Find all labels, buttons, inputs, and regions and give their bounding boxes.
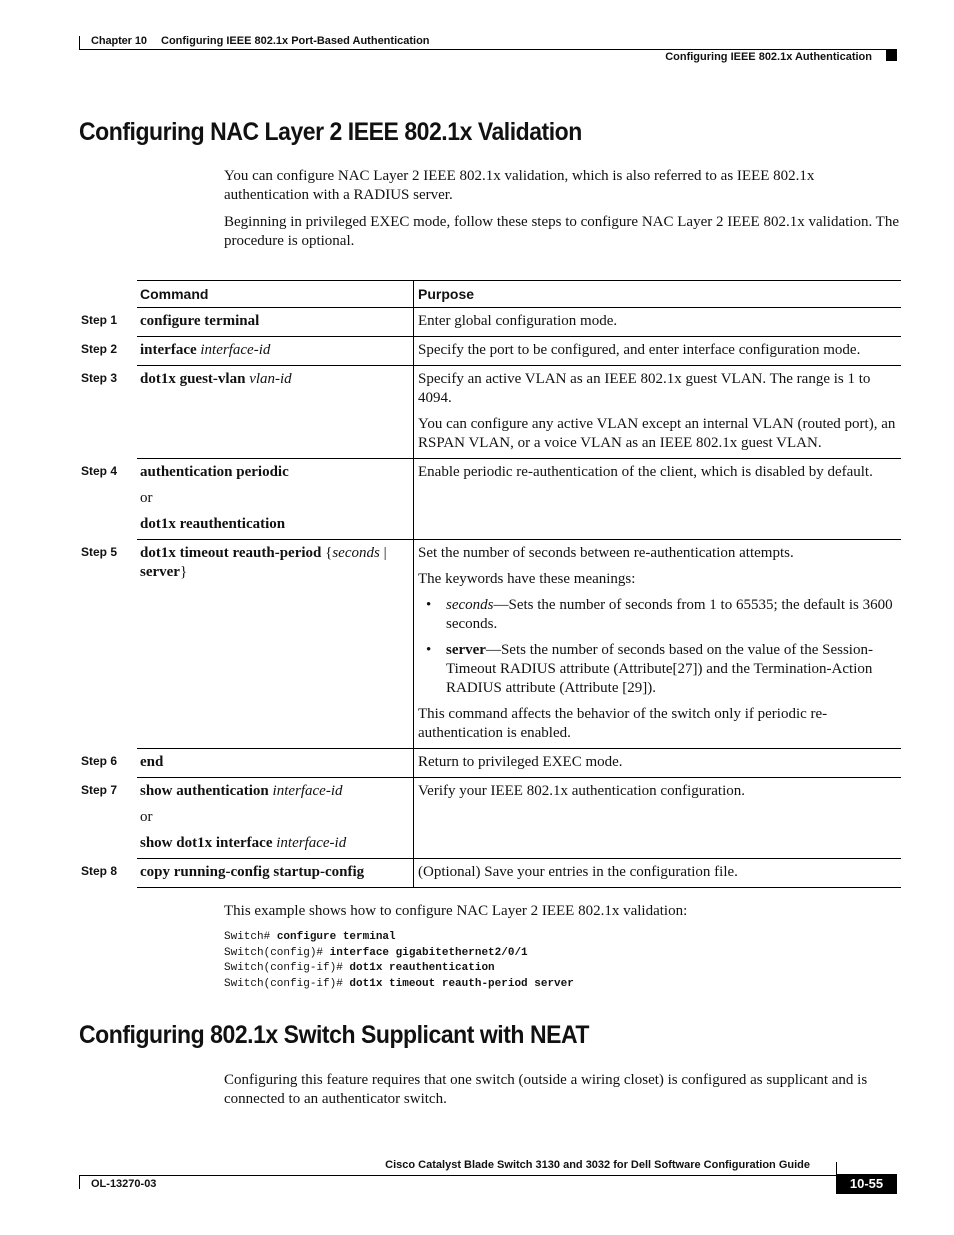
command-cell [137, 859, 413, 887]
supplicant-paragraph: Configuring this feature requires that one switch (outside a wiring closet) is configured as supplicant and is connected to an authenticator switch. [224, 1072, 868, 1107]
purpose-cell [413, 337, 901, 365]
header-section-title: Configuring IEEE 802.1x Authentication [665, 51, 872, 63]
code-line [224, 930, 574, 946]
example-intro: This example shows how to configure NAC Layer 2 IEEE 802.1x validation: [224, 903, 688, 919]
footer-left-rule [79, 1175, 80, 1189]
command-keyword: dot1x guest-vlan [140, 371, 246, 387]
purpose-cell [413, 459, 901, 539]
command-keyword: show authentication [140, 783, 269, 799]
command-cell [137, 366, 413, 458]
command-cell [137, 459, 413, 539]
table-row [81, 778, 901, 859]
command-keyword: configure terminal [140, 313, 260, 329]
command-keyword: interface [140, 342, 197, 358]
purpose-note: This command affects the behavior of the switch only if periodic re-authentication is enabled. [418, 706, 828, 741]
command-argument: interface-id [272, 783, 343, 799]
command-keyword: authentication periodic [140, 464, 289, 480]
code-prompt: Switch(config)# [224, 946, 330, 959]
purpose-text: Verify your IEEE 802.1x authentication configuration. [418, 783, 745, 799]
step-label: Step 8 [81, 864, 118, 878]
command-or: or [140, 490, 153, 506]
list-item [418, 596, 897, 634]
purpose-text: Return to privileged EXEC mode. [418, 754, 623, 770]
step-label: Step 6 [81, 754, 118, 768]
code-command: dot1x reauthentication [349, 962, 495, 975]
column-header-command: Command [140, 286, 209, 302]
step-label: Step 5 [81, 545, 118, 559]
intro-paragraph: You can configure NAC Layer 2 IEEE 802.1x validation, which is also referred to as IEEE 802.1x authentication with a RADIUS server. [224, 168, 815, 203]
section-heading-supplicant-neat: Configuring 802.1x Switch Supplicant with NEAT [79, 1021, 590, 1049]
command-or: or [140, 809, 153, 825]
option-separator: | [379, 545, 387, 561]
command-argument: seconds [332, 545, 380, 561]
header-chapter-title: Configuring IEEE 802.1x Port-Based Authentication [161, 35, 430, 47]
header-marker [886, 50, 897, 61]
code-line [224, 961, 574, 977]
step-label: Step 2 [81, 342, 118, 356]
header-left-rule [79, 36, 80, 50]
step-label: Step 3 [81, 371, 118, 385]
code-command: interface gigabitethernet2/0/1 [329, 946, 528, 959]
code-command: configure terminal [276, 931, 396, 943]
command-cell [137, 308, 413, 336]
step-label: Step 7 [81, 783, 118, 797]
page-number-badge [836, 1174, 897, 1194]
purpose-text: Specify an active VLAN as an IEEE 802.1x guest VLAN. The range is 1 to 4094. [418, 371, 871, 406]
purpose-text: Enable periodic re-authentication of the client, which is disabled by default. [418, 464, 873, 480]
purpose-cell [413, 366, 901, 458]
table-row [81, 859, 901, 888]
table-row [81, 366, 901, 459]
command-cell [137, 778, 413, 858]
purpose-text: Specify the port to be configured, and enter interface configuration mode. [418, 342, 861, 358]
brace-open: { [321, 545, 333, 561]
list-item [418, 641, 897, 698]
header-rule [79, 49, 897, 50]
table-row [81, 308, 901, 337]
brace-close: } [179, 564, 188, 580]
code-example [224, 930, 574, 993]
footer-rule [79, 1175, 897, 1176]
command-argument-alt: interface-id [276, 835, 347, 851]
procedure-table [81, 280, 901, 888]
keyword-list [418, 596, 897, 698]
column-header-purpose: Purpose [413, 281, 901, 307]
command-argument: interface-id [200, 342, 271, 358]
page-number: 10-55 [849, 1176, 884, 1191]
code-command: dot1x timeout reauth-period server [349, 978, 574, 991]
step-label: Step 4 [81, 464, 118, 478]
code-line [224, 977, 574, 993]
step-label: Step 1 [81, 313, 118, 327]
code-prompt: Switch# [224, 931, 277, 943]
table-row [81, 337, 901, 366]
table-row [81, 540, 901, 749]
command-keyword-alt: server [140, 564, 180, 580]
command-keyword: dot1x timeout reauth-period [140, 545, 322, 561]
code-prompt: Switch(config-if)# [224, 978, 350, 991]
command-keyword-alt: dot1x reauthentication [140, 516, 286, 532]
purpose-cell [413, 778, 901, 858]
purpose-cell [413, 859, 901, 887]
keyword-term: seconds [446, 597, 494, 613]
command-keyword: end [140, 754, 164, 770]
keyword-description: —Sets the number of seconds from 1 to 65535; the default is 3600 seconds. [446, 597, 893, 632]
footer-doc-number: OL-13270-03 [91, 1178, 157, 1190]
purpose-cell [413, 308, 901, 336]
keyword-term: server [446, 642, 486, 658]
purpose-keywords-intro: The keywords have these meanings: [418, 571, 636, 587]
purpose-cell [413, 540, 901, 748]
code-prompt: Switch(config-if)# [224, 962, 350, 975]
procedure-paragraph: Beginning in privileged EXEC mode, follow these steps to configure NAC Layer 2 IEEE 802.1x validation. The procedure is optional. [224, 214, 899, 249]
footer-guide-title: Cisco Catalyst Blade Switch 3130 and 3032 for Dell Software Configuration Guide [385, 1159, 810, 1171]
command-keyword-alt: show dot1x interface [140, 835, 273, 851]
keyword-description: —Sets the number of seconds based on the value of the Session-Timeout RADIUS attribute (Attribute[27]) and the Termination-Action RADIUS attribute (Attribute [29]). [446, 642, 873, 696]
section-heading-nac-validation: Configuring NAC Layer 2 IEEE 802.1x Validation [79, 118, 582, 146]
table-header-row [137, 281, 901, 308]
command-cell [137, 540, 413, 748]
purpose-text: (Optional) Save your entries in the configuration file. [418, 864, 738, 880]
header-chapter: Chapter 10 [91, 35, 147, 47]
command-cell [137, 337, 413, 365]
command-keyword: copy running-config startup-config [140, 864, 365, 880]
command-cell [137, 749, 413, 777]
code-line [224, 946, 574, 962]
purpose-text: Set the number of seconds between re-authentication attempts. [418, 545, 794, 561]
table-row [81, 749, 901, 778]
command-argument: vlan-id [249, 371, 292, 387]
purpose-text: Enter global configuration mode. [418, 313, 618, 329]
purpose-cell [413, 749, 901, 777]
table-row [81, 459, 901, 540]
purpose-note: You can configure any active VLAN except an internal VLAN (routed port), an RSPAN VLAN, or a voice VLAN as an IEEE 802.1x guest VLAN. [418, 416, 896, 451]
